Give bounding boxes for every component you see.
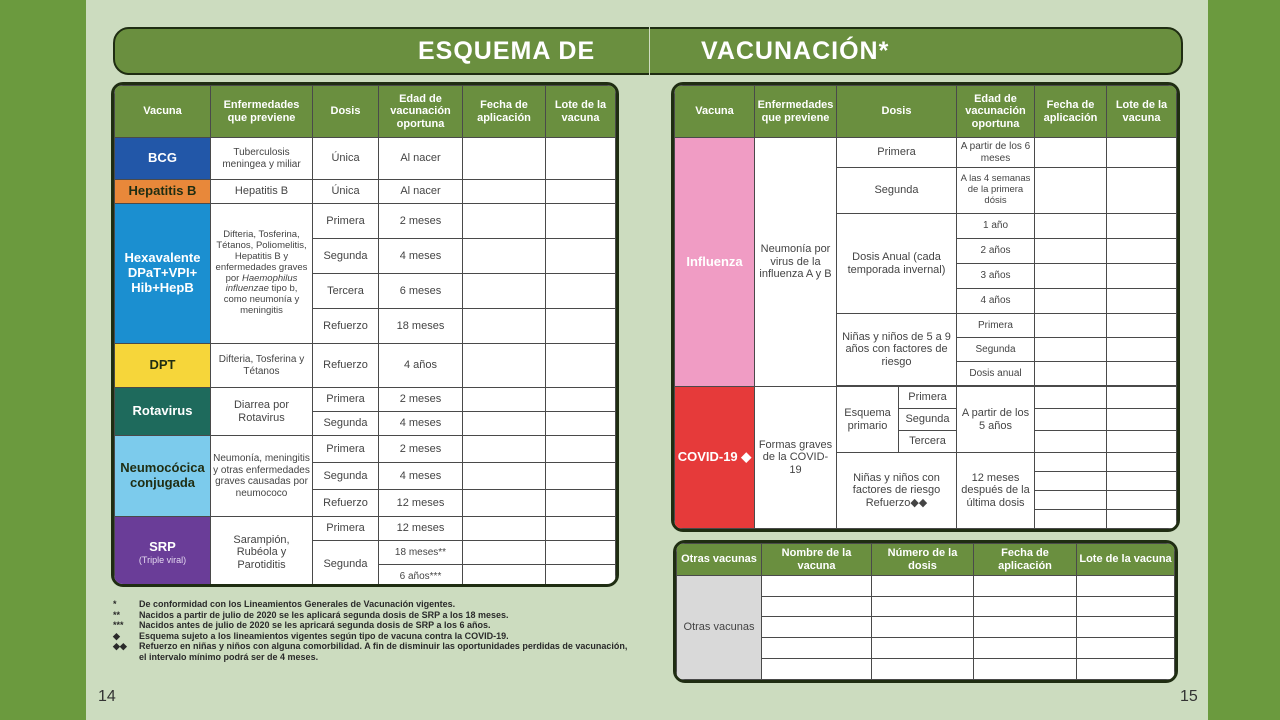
dose-number-field[interactable] <box>872 596 974 617</box>
left-vaccine-table <box>111 82 619 587</box>
date-field[interactable] <box>1035 168 1107 214</box>
vaccine-influenza: Influenza <box>675 138 755 387</box>
disease-cell: Formas graves de la COVID-19 <box>755 387 837 529</box>
table-row <box>675 138 1177 168</box>
age-cell: 12 meses después de la última dosis <box>957 453 1035 529</box>
dose-number-field[interactable] <box>872 658 974 679</box>
date-field[interactable] <box>1035 289 1107 314</box>
age-cell: Dosis anual <box>957 362 1035 386</box>
date-field[interactable] <box>1035 314 1107 338</box>
vaccine-neumococica: Neumocócica conjugada <box>115 436 211 517</box>
name-field[interactable] <box>762 658 872 679</box>
page-number-right: 15 <box>1180 688 1198 705</box>
date-field[interactable] <box>1035 264 1107 289</box>
dose-cell: Niñas y niños con factores de riesgo Refuerzo◆◆ <box>837 453 957 529</box>
table-row <box>115 204 616 239</box>
date-field[interactable] <box>1035 239 1107 264</box>
header-enfermedades: Enfermedades que previene <box>211 86 313 138</box>
date-field[interactable] <box>463 436 546 463</box>
date-field[interactable] <box>974 658 1077 679</box>
dose-cell: Refuerzo <box>313 309 379 344</box>
date-field[interactable] <box>1035 409 1107 431</box>
age-cell: 2 meses <box>379 204 463 239</box>
header-fecha: Fecha de aplicación <box>974 544 1077 576</box>
footnote-text: De conformidad con los Lineamientos Generales de Vacunación vigentes. <box>139 599 456 609</box>
table-row <box>115 436 616 463</box>
age-cell: A partir de los 6 meses <box>957 138 1035 168</box>
footnote-text: Nacidos a partir de julio de 2020 se les aplicará segunda dosis de SRP a los 18 meses. <box>139 609 509 620</box>
name-field[interactable] <box>762 596 872 617</box>
dose-cell: Refuerzo <box>313 490 379 517</box>
age-cell: 2 meses <box>379 388 463 412</box>
dose-cell: Esquema primario <box>837 387 899 453</box>
dose-cell: Única <box>313 180 379 204</box>
table-row <box>677 576 1175 597</box>
vaccine-bcg: BCG <box>115 138 211 180</box>
dose-cell: Primera <box>313 517 379 541</box>
lot-field[interactable] <box>1107 314 1177 338</box>
vaccine-hepatitis-b: Hepatitis B <box>115 180 211 204</box>
header-edad: Edad de vacunación oportuna <box>379 86 463 138</box>
dose-cell: Segunda <box>313 239 379 274</box>
lot-field[interactable] <box>546 344 616 388</box>
lot-field[interactable] <box>546 180 616 204</box>
otras-label: Otras vacunas <box>677 576 762 680</box>
header-dosis: Dosis <box>313 86 379 138</box>
title-part1: ESQUEMA DE <box>418 37 596 65</box>
header-edad: Edad de vacunación oportuna <box>957 86 1035 138</box>
age-cell: 18 meses** <box>379 541 463 565</box>
footnote-mark: ** <box>113 609 121 620</box>
lot-field[interactable] <box>1077 576 1175 597</box>
lot-field[interactable] <box>1077 617 1175 638</box>
age-cell: 2 años <box>957 239 1035 264</box>
age-cell: 3 años <box>957 264 1035 289</box>
header-lote: Lote de la vacuna <box>1107 86 1177 138</box>
dose-cell: Tercera <box>313 274 379 309</box>
dose-number-field[interactable] <box>872 576 974 597</box>
age-cell: 12 meses <box>379 490 463 517</box>
lot-field[interactable] <box>546 138 616 180</box>
date-field[interactable] <box>974 576 1077 597</box>
header-otras: Otras vacunas <box>677 544 762 576</box>
disease-cell: Hepatitis B <box>211 180 313 204</box>
dose-cell: Tercera <box>899 431 957 453</box>
date-field[interactable] <box>463 388 546 412</box>
lot-field[interactable] <box>546 412 616 436</box>
lot-field[interactable] <box>1107 168 1177 214</box>
name-field[interactable] <box>762 617 872 638</box>
footnote <box>113 631 633 642</box>
dose-cell: Primera <box>313 388 379 412</box>
age-cell: 1 año <box>957 214 1035 239</box>
dose-cell: Segunda <box>313 463 379 490</box>
header-lote: Lote de la vacuna <box>1077 544 1175 576</box>
footnote-mark: * <box>113 599 117 609</box>
date-field[interactable] <box>463 541 546 565</box>
dose-cell: Primera <box>313 436 379 463</box>
lot-field[interactable] <box>546 204 616 239</box>
srp-name: SRP <box>149 538 176 554</box>
name-field[interactable] <box>762 638 872 659</box>
dose-number-field[interactable] <box>872 617 974 638</box>
dose-cell: Segunda <box>313 541 379 588</box>
footnote-mark: ◆ <box>113 630 120 641</box>
date-field[interactable] <box>463 490 546 517</box>
lot-field[interactable] <box>1107 214 1177 239</box>
age-cell: Primera <box>957 314 1035 338</box>
lot-field[interactable] <box>546 388 616 412</box>
dose-cell: Segunda <box>313 412 379 436</box>
header-vacuna: Vacuna <box>675 86 755 138</box>
age-cell: 2 meses <box>379 436 463 463</box>
date-field[interactable] <box>463 138 546 180</box>
date-field[interactable] <box>463 204 546 239</box>
table-row <box>675 387 1177 409</box>
lot-field[interactable] <box>546 463 616 490</box>
title-divider <box>649 27 650 75</box>
name-field[interactable] <box>762 576 872 597</box>
lot-field[interactable] <box>1107 472 1177 491</box>
dose-number-field[interactable] <box>872 638 974 659</box>
disease-text-post: tipo b, como neumonía y meningitis <box>223 283 300 317</box>
date-field[interactable] <box>463 344 546 388</box>
date-field[interactable] <box>1035 138 1107 168</box>
lot-field[interactable] <box>1107 453 1177 472</box>
age-cell: 4 meses <box>379 463 463 490</box>
date-field[interactable] <box>463 412 546 436</box>
lot-field[interactable] <box>546 541 616 565</box>
srp-sub: (Triple viral) <box>138 554 187 565</box>
lot-field[interactable] <box>1107 431 1177 453</box>
lot-field[interactable] <box>1107 362 1177 386</box>
age-cell: Al nacer <box>379 180 463 204</box>
disease-cell <box>211 204 313 344</box>
footnote <box>113 620 633 631</box>
title-part2: VACUNACIÓN* <box>701 37 890 65</box>
date-field[interactable] <box>1035 472 1107 491</box>
table-row <box>115 180 616 204</box>
dose-cell: Única <box>313 138 379 180</box>
header-fecha: Fecha de aplicación <box>463 86 546 138</box>
table-row <box>115 138 616 180</box>
lot-field[interactable] <box>546 309 616 344</box>
lot-field[interactable] <box>1077 596 1175 617</box>
age-cell: 4 meses <box>379 412 463 436</box>
table-header-row <box>677 544 1175 576</box>
footnote-text: Nacidos antes de julio de 2020 se les apricará segunda dosis de SRP a los 6 años. <box>139 620 491 630</box>
page-number-left: 14 <box>98 688 116 705</box>
date-field[interactable] <box>974 617 1077 638</box>
date-field[interactable] <box>1035 431 1107 453</box>
lot-field[interactable] <box>1107 289 1177 314</box>
date-field[interactable] <box>463 180 546 204</box>
age-cell: 4 años <box>957 289 1035 314</box>
disease-text-italic: Haemophilus influenzae <box>225 272 298 295</box>
age-cell: 6 meses <box>379 274 463 309</box>
lot-field[interactable] <box>1107 387 1177 409</box>
lot-field[interactable] <box>546 490 616 517</box>
disease-cell: Neumonía por virus de la influenza A y B <box>755 138 837 387</box>
footnote-mark: *** <box>113 620 124 630</box>
age-cell: Al nacer <box>379 138 463 180</box>
date-field[interactable] <box>1035 214 1107 239</box>
footnote <box>113 641 633 662</box>
footnote-text: Refuerzo en niñas y niños con alguna comorbilidad. A fin de disminuir las oportunidades perdidas de vacunación, el intervalo mínimo podrá ser de 4 meses. <box>139 641 628 662</box>
title-banner <box>113 27 1183 75</box>
vaccine-hexavalente: Hexavalente DPaT+VPI+ Hib+HepB <box>115 204 211 344</box>
lot-field[interactable] <box>1077 658 1175 679</box>
age-cell: 12 meses <box>379 517 463 541</box>
disease-cell: Sarampión, Rubéola y Parotiditis <box>211 517 313 588</box>
header-dosis: Dosis <box>837 86 957 138</box>
date-field[interactable] <box>1035 387 1107 409</box>
table-row <box>115 344 616 388</box>
age-cell: 4 meses <box>379 239 463 274</box>
table-header-row <box>115 86 616 138</box>
date-field[interactable] <box>463 517 546 541</box>
dose-cell: Segunda <box>837 168 957 214</box>
table-header-row <box>675 86 1177 138</box>
age-cell: 18 meses <box>379 309 463 344</box>
date-field[interactable] <box>1035 338 1107 362</box>
header-vacuna: Vacuna <box>115 86 211 138</box>
dose-cell: Niñas y niños de 5 a 9 años con factores de riesgo <box>837 314 957 386</box>
lot-field[interactable] <box>546 274 616 309</box>
date-field[interactable] <box>1035 510 1107 529</box>
date-field[interactable] <box>463 463 546 490</box>
vaccine-covid: COVID-19 ◆ <box>675 387 755 529</box>
date-field[interactable] <box>463 274 546 309</box>
lot-field[interactable] <box>1107 491 1177 510</box>
disease-cell: Neumonía, meningitis y otras enfermedades graves causadas por neumococo <box>211 436 313 517</box>
date-field[interactable] <box>463 309 546 344</box>
dose-cell: Primera <box>837 138 957 168</box>
otras-vacunas-table <box>673 540 1178 683</box>
header-lote: Lote de la vacuna <box>546 86 616 138</box>
disease-text-pre: Difteria, Tosferina, Tétanos, Poliomelitis, Hepatitis B y enfermedades graves por <box>215 228 308 284</box>
header-numero: Número de la dosis <box>872 544 974 576</box>
age-cell: A partir de los 5 años <box>957 387 1035 453</box>
dose-cell: Primera <box>313 204 379 239</box>
age-cell: 6 años*** <box>379 565 463 588</box>
lot-field[interactable] <box>1107 510 1177 529</box>
disease-cell: Difteria, Tosferina y Tétanos <box>211 344 313 388</box>
date-field[interactable] <box>1035 491 1107 510</box>
date-field[interactable] <box>974 638 1077 659</box>
dose-cell: Segunda <box>899 409 957 431</box>
dose-cell: Primera <box>899 387 957 409</box>
age-cell: A las 4 semanas de la primera dósis <box>957 168 1035 214</box>
header-enfermedades: Enfermedades que previene <box>755 86 837 138</box>
lot-field[interactable] <box>546 436 616 463</box>
date-field[interactable] <box>1035 453 1107 472</box>
vaccine-srp <box>115 517 211 588</box>
lot-field[interactable] <box>1107 138 1177 168</box>
footnote-mark: ◆◆ <box>113 641 127 651</box>
date-field[interactable] <box>463 239 546 274</box>
table-row <box>115 388 616 412</box>
table-row <box>115 517 616 541</box>
disease-cell: Diarrea por Rotavirus <box>211 388 313 436</box>
footnote-text: Esquema sujeto a los lineamientos vigentes según tipo de vacuna contra la COVID-19. <box>139 630 509 641</box>
footnote <box>113 610 633 621</box>
lot-field[interactable] <box>1107 409 1177 431</box>
lot-field[interactable] <box>1107 338 1177 362</box>
date-field[interactable] <box>463 565 546 588</box>
dose-cell: Refuerzo <box>313 344 379 388</box>
header-nombre: Nombre de la vacuna <box>762 544 872 576</box>
vaccine-rotavirus: Rotavirus <box>115 388 211 436</box>
footnotes <box>113 599 633 662</box>
header-fecha: Fecha de aplicación <box>1035 86 1107 138</box>
dose-cell: Dosis Anual (cada temporada invernal) <box>837 214 957 314</box>
lot-field[interactable] <box>1107 239 1177 264</box>
date-field[interactable] <box>1035 362 1107 386</box>
age-cell: Segunda <box>957 338 1035 362</box>
lot-field[interactable] <box>546 239 616 274</box>
lot-field[interactable] <box>546 565 616 588</box>
lot-field[interactable] <box>1077 638 1175 659</box>
disease-cell: Tuberculosis meningea y miliar <box>211 138 313 180</box>
vaccine-dpt: DPT <box>115 344 211 388</box>
date-field[interactable] <box>974 596 1077 617</box>
footnote <box>113 599 633 610</box>
lot-field[interactable] <box>546 517 616 541</box>
lot-field[interactable] <box>1107 264 1177 289</box>
age-cell: 4 años <box>379 344 463 388</box>
right-vaccine-table <box>671 82 1180 532</box>
